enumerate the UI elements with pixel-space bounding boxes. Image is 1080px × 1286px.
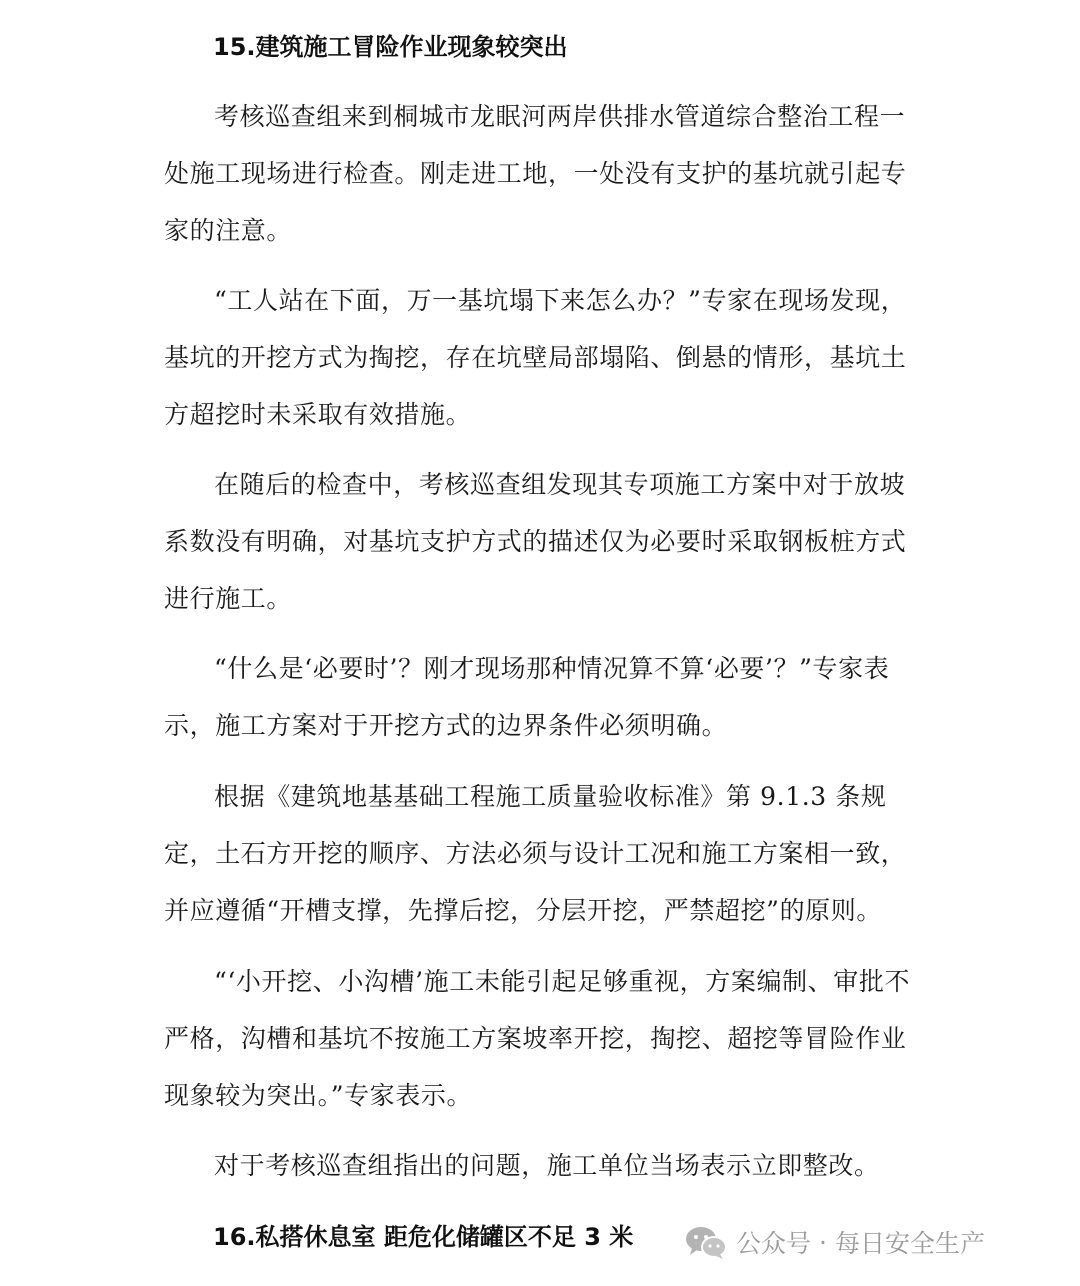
section-heading-15: 15.建筑施工冒险作业现象较突出 bbox=[213, 33, 568, 61]
paragraph-1: 考核巡查组来到桐城市龙眠河两岸供排水管道综合整治工程一处施工现场进行检查。刚走进工地，一处没有支护的基坑就引起专家的注意。 bbox=[164, 102, 907, 245]
paragraph-3: 在随后的检查中，考核巡查组发现其专项施工方案中对于放坡系数没有明确，对基坑支护方式的描述仅为必要时采取钢板桩方式进行施工。 bbox=[164, 470, 907, 613]
paragraph-2: “工人站在下面，万一基坑塌下来怎么办？”专家在现场发现，基坑的开挖方式为掏挖，存在坑壁局部塌陷、倒悬的情形，基坑土方超挖时未采取有效措施。 bbox=[164, 286, 907, 429]
account-watermark bbox=[684, 1222, 985, 1262]
watermark-label: 公众号 bbox=[736, 1229, 812, 1258]
paragraph-6: “‘小开挖、小沟槽’施工未能引起足够重视，方案编制、审批不严格，沟槽和基坑不按施工方案坡率开挖，掏挖、超挖等冒险作业现象较为突出。”专家表示。 bbox=[164, 967, 911, 1110]
paragraph-7: 对于考核巡查组指出的问题，施工单位当场表示立即整改。 bbox=[214, 1151, 880, 1180]
paragraph-4: “什么是‘必要时’？刚才现场那种情况算不算‘必要’？”专家表示，施工方案对于开挖方式的边界条件必须明确。 bbox=[164, 654, 890, 740]
watermark-account: 每日安全生产 bbox=[834, 1229, 985, 1258]
wechat-icon bbox=[684, 1224, 728, 1260]
paragraph-5: 根据《建筑地基基础工程施工质量验收标准》第 9.1.3 条规定，土石方开挖的顺序、方法必须与设计工况和施工方案相一致，并应遵循“开槽支撑，先撑后挖，分层开挖，严禁超挖”的原则。 bbox=[164, 782, 907, 925]
section-heading-16: 16.私搭休息室 距危化储罐区不足 3 米 bbox=[213, 1223, 634, 1251]
watermark-separator: · bbox=[819, 1227, 827, 1257]
